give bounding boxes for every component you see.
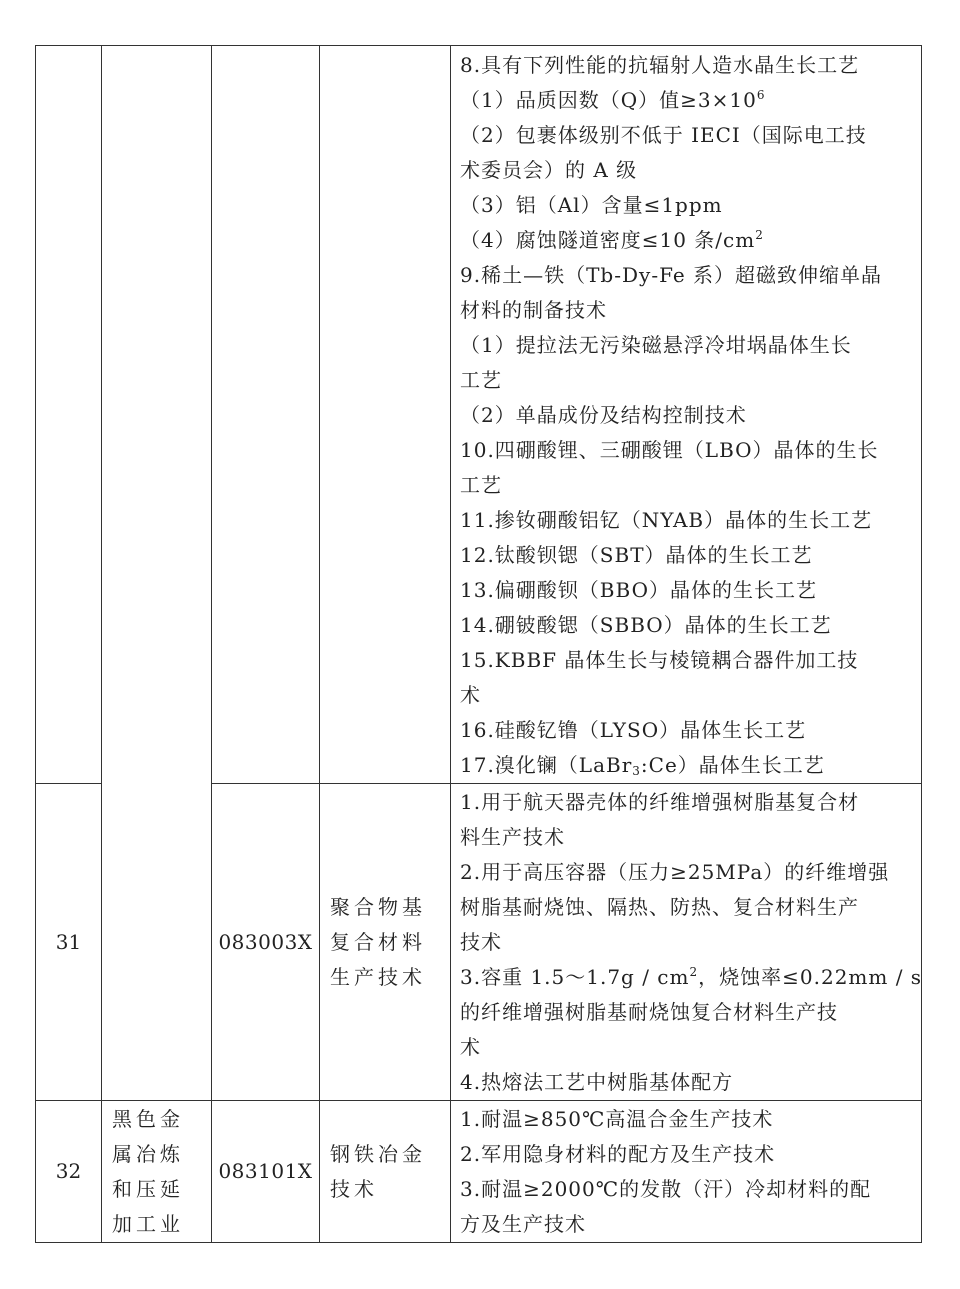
tech-item-line: 3.容重 1.5～1.7g / $cm^2$，烧蚀率≤0.22mm / s — [460, 965, 923, 989]
tech-item-line: 料生产技术 — [460, 825, 565, 849]
tech-item-line: 8.具有下列性能的抗辐射人造水晶生长工艺 — [460, 53, 860, 77]
tech-name-cell — [320, 1101, 451, 1243]
tech-item-line: 的纤维增强树脂基耐烧蚀复合材料生产技 — [460, 1000, 838, 1024]
cell-text-line: 聚合物基 — [330, 894, 426, 919]
code-cell — [212, 46, 320, 784]
cell-text-line: 加工业 — [112, 1211, 184, 1236]
tech-item-line: 2.用于高压容器（压力≥25MPa）的纤维增强 — [460, 860, 890, 884]
tech-item-line: 10.四硼酸锂、三硼酸锂（LBO）晶体的生长 — [460, 438, 879, 462]
cell-text-line: 技术 — [330, 1176, 378, 1201]
tech-items-cell — [451, 784, 922, 1101]
tech-item-line: 3.耐温≥2000℃的发散（汗）冷却材料的配 — [460, 1177, 872, 1201]
tech-item-line: （1）品质因数（Q）值$\ge 3\times 10^6$ — [460, 88, 766, 112]
table-row — [36, 1101, 922, 1243]
tech-item-line: 12.钛酸钡锶（SBT）晶体的生长工艺 — [460, 543, 813, 567]
tech-item-line: 14.硼铍酸锶（SBBO）晶体的生长工艺 — [460, 613, 832, 637]
tech-item-line: 术 — [460, 683, 481, 707]
tech-item-line: 15.KBBF 晶体生长与棱镜耦合器件加工技 — [460, 648, 859, 672]
tech-item-line: 11.掺钕硼酸铝钇（NYAB）晶体的生长工艺 — [460, 508, 873, 532]
industry-cell — [102, 1101, 212, 1243]
cell-text-line: 黑色金 — [112, 1106, 184, 1131]
row-number-cell: 32 — [36, 1101, 102, 1243]
code-cell: 083101X — [212, 1101, 320, 1243]
tech-name-cell — [320, 784, 451, 1101]
tech-item-line: 1.用于航天器壳体的纤维增强树脂基复合材 — [460, 790, 860, 814]
cell-text-line: 生产技术 — [330, 964, 426, 989]
tech-item-line: 4.热熔法工艺中树脂基体配方 — [460, 1070, 734, 1094]
tech-item-line: （4）腐蚀隧道密度≤10 条$/cm^2$ — [460, 228, 764, 252]
tech-items-cell — [451, 1101, 922, 1243]
tech-items-cell — [451, 46, 922, 784]
tech-item-line: 1.耐温≥850℃高温合金生产技术 — [460, 1107, 774, 1131]
row-number-cell — [36, 46, 102, 784]
tech-item-line: 技术 — [460, 930, 502, 954]
cell-text-line: 属冶炼 — [112, 1141, 184, 1166]
tech-item-line: 13.偏硼酸钡（BBO）晶体的生长工艺 — [460, 578, 817, 602]
tech-item-line: 材料的制备技术 — [460, 298, 607, 322]
cell-text-line: 复合材料 — [330, 929, 426, 954]
table-row — [36, 46, 922, 784]
tech-item-line: （2）包裹体级别不低于 IECI（国际电工技 — [460, 123, 867, 147]
tech-item-line: 9.稀土—铁（Tb-Dy-Fe 系）超磁致伸缩单晶 — [460, 263, 883, 287]
tech-item-line: 工艺 — [460, 473, 502, 497]
tech-item-line: （3）铝（Al）含量≤1ppm — [460, 193, 723, 217]
industry-cell — [102, 46, 212, 1101]
tech-item-line: 术委员会）的 A 级 — [460, 158, 638, 182]
tech-item-line: （2）单晶成份及结构控制技术 — [460, 403, 747, 427]
tech-item-line: 树脂基耐烧蚀、隔热、防热、复合材料生产 — [460, 895, 859, 919]
tech-item-line: 16.硅酸钇镥（LYSO）晶体生长工艺 — [460, 718, 807, 742]
tech-item-line: 术 — [460, 1035, 481, 1059]
cell-text-line: 钢铁冶金 — [330, 1141, 426, 1166]
cell-text-line: 和压延 — [112, 1176, 184, 1201]
tech-item-line: 2.军用隐身材料的配方及生产技术 — [460, 1142, 776, 1166]
tech-item-line: 方及生产技术 — [460, 1212, 586, 1236]
code-cell: 083003X — [212, 784, 320, 1101]
technology-table — [35, 45, 922, 1243]
row-number-cell: 31 — [36, 784, 102, 1101]
tech-item-line: 工艺 — [460, 368, 502, 392]
tech-item-line: （1）提拉法无污染磁悬浮冷坩埚晶体生长 — [460, 333, 852, 357]
tech-item-line: 17.溴化镧（LaBr$_3$:Ce）晶体生长工艺 — [460, 753, 825, 778]
tech-name-cell — [320, 46, 451, 784]
